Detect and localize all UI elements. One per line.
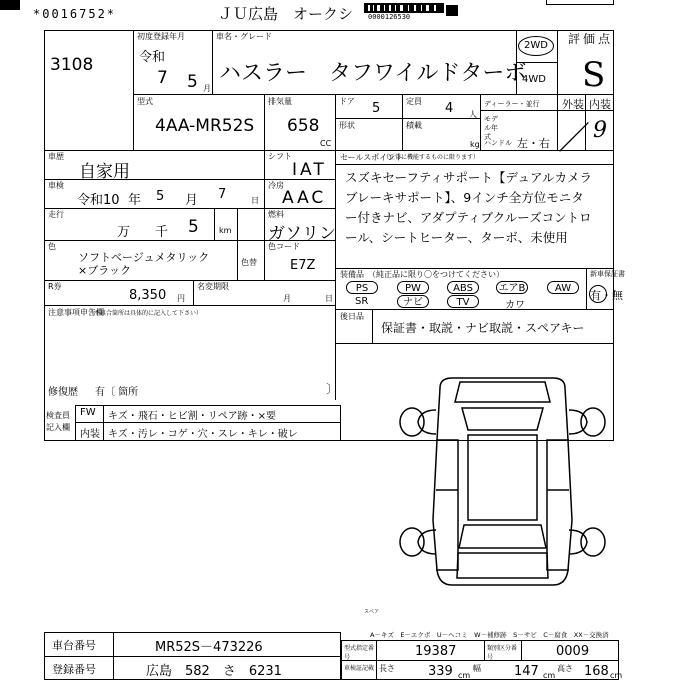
repair-value: 有〔 箇所: [95, 387, 139, 398]
cert-label: 型式指定番号: [344, 645, 375, 661]
model-value: 4AA-MR52S: [155, 116, 255, 136]
drive-2wd: [518, 36, 554, 56]
length-label: 長さ: [379, 664, 395, 673]
registration-label: 初度登録年月: [137, 32, 185, 41]
header-stamp-digits: 0000126530: [368, 13, 411, 21]
header-venue: ＪＵ広島 オークシ: [218, 5, 354, 23]
drive-2wd-label: 2WD: [524, 40, 548, 51]
class-value: 0009: [556, 644, 590, 659]
name-change-day: 日: [325, 294, 333, 303]
right-side-doors: [547, 440, 569, 570]
equip-ps: PS: [346, 281, 378, 294]
displacement-value: 658: [287, 116, 320, 136]
wheel-front-right: [581, 408, 605, 436]
inspection-year-unit: 年: [128, 193, 142, 208]
damage-legend: A－キズ E－エクボ U－ヘコミ W－補修跡 S－サビ C－腐食 XX－交換済: [370, 631, 609, 639]
header-black-block: [0, 0, 20, 10]
model-label: 型式: [137, 97, 153, 106]
equip-pw: PW: [397, 281, 429, 294]
sales-point-line: スズキセーフティサポート【デュアルカメラ: [345, 170, 593, 185]
car-name-value: ハスラー タフワイルドターボ: [219, 61, 527, 86]
inspector-label-2: 記入欄: [46, 423, 70, 432]
registration-month-unit: 月: [203, 84, 211, 93]
usage-label: 車歴: [48, 152, 64, 161]
fuel-label: 燃料: [268, 210, 284, 219]
inspection-day-unit: 日: [251, 196, 259, 205]
length-unit: cm: [458, 671, 471, 680]
sales-point-line: ール、シートヒーター、ターボ、未使用: [345, 230, 568, 245]
car-rear-window: [459, 525, 546, 548]
doors-label: ドア: [339, 97, 355, 106]
equip-airbag: エアB: [496, 281, 528, 294]
mileage-label: 走行: [48, 210, 64, 219]
mileage-unit: km: [219, 226, 232, 235]
height-unit: cm: [610, 671, 623, 680]
equip-leather: カワ: [505, 300, 525, 311]
fuel-value: ガソリン: [268, 224, 336, 244]
accessories-label: 後日品: [340, 312, 364, 321]
recycle-value: 8,350: [129, 288, 167, 303]
length-value: 339: [428, 664, 453, 679]
class-label: 類別区分番号: [487, 645, 518, 661]
sales-point-label: セールスポイント: [340, 153, 404, 162]
car-trunk: [457, 553, 548, 578]
exterior-grade-value: ／: [558, 119, 591, 157]
reg-value: 広島 582 さ 6231: [146, 664, 282, 679]
registration-year: 7: [157, 68, 168, 88]
interior-text: キズ・汚レ・コゲ・穴・スレ・キレ・破レ: [108, 429, 298, 440]
inspection-month-unit: 月: [185, 193, 199, 208]
model-year-label: モデル年式: [484, 115, 498, 141]
shift-label: シフト: [268, 152, 292, 161]
repair-label: 修復歴: [48, 387, 78, 398]
warranty-label: 新車保証書: [590, 270, 625, 278]
inspection-era: 令和10: [77, 193, 120, 208]
load-label: 積載: [406, 121, 422, 130]
interior-label: 内装: [80, 429, 100, 440]
wheel-front-left: [400, 408, 424, 436]
header-serial: *0016752*: [33, 7, 117, 21]
interior-grade-label: 内装: [589, 98, 611, 111]
shift-value: IAT: [292, 160, 327, 180]
name-change-label: 名変期限: [197, 282, 229, 291]
load-unit: kg: [470, 140, 480, 149]
notes-sub: （不具合箇所は具体的に記入して下さい）: [88, 310, 203, 317]
score-label: 評価点: [568, 32, 614, 46]
color-value-line2: ×ブラック: [78, 264, 131, 277]
equip-abs: ABS: [447, 281, 479, 294]
recycle-label: R券: [48, 282, 62, 291]
mileage-value: 5: [188, 217, 199, 237]
registration-era: 令和: [139, 50, 166, 65]
inspector-label-1: 検査員: [46, 411, 70, 420]
shape-label: 形状: [339, 121, 355, 130]
handle-value: 左・右: [517, 137, 550, 150]
wheel-rear-left: [400, 528, 424, 556]
recycle-unit: 円: [177, 294, 185, 303]
lot-number: 3108: [50, 55, 94, 75]
chassis-value: MR52S－473226: [155, 640, 263, 655]
usage-value: 自家用: [79, 162, 130, 182]
sales-point-sub: （正常に機能するものに限ります）: [383, 154, 480, 161]
header-black-mark: [446, 5, 458, 16]
interior-grade-value: 9: [593, 118, 607, 143]
aircon-value: AAC: [282, 188, 327, 208]
equipment-sub: （純正品に限り〇をつけてください）: [368, 270, 504, 279]
aircon-label: 冷房: [268, 181, 284, 190]
doors-value: 5: [372, 101, 381, 116]
sales-point-line: ー付きナビ、アダプティブクルーズコントロ: [345, 210, 592, 225]
cert-value: 19387: [415, 644, 457, 659]
equip-aw: AW: [547, 281, 579, 294]
inspection-month: 5: [156, 189, 165, 204]
sales-point-line: ブレーキサポート】、9インチ全方位モニタ: [345, 190, 584, 205]
capacity-value: 4: [445, 101, 454, 116]
displacement-unit: CC: [320, 139, 332, 148]
wheel-rear-right: [581, 528, 605, 556]
width-value: 147: [514, 664, 539, 679]
drive-4wd: 4WD: [522, 74, 546, 85]
fw-label: FW: [80, 407, 96, 418]
equip-sr: SR: [355, 296, 369, 307]
equip-navi: ナビ: [397, 295, 429, 308]
registration-month: 5: [187, 72, 198, 92]
color-swatch-label: 色替: [241, 258, 257, 267]
sales-point-lines: [345, 168, 592, 248]
accessories-value: 保証書・取説・ナビ取説・スペアキー: [381, 321, 585, 335]
color-label: 色: [48, 242, 56, 251]
width-unit: cm: [543, 671, 556, 680]
car-diagram: [390, 370, 615, 620]
inspection-label: 車検: [48, 181, 64, 190]
dims-label: 車検証記載: [344, 665, 375, 672]
notes-label: 注意事項申告欄: [48, 308, 104, 317]
chassis-label: 車台番号: [52, 639, 96, 652]
capacity-label: 定員: [406, 97, 422, 106]
car-name-label: 車名・グレード: [216, 32, 272, 41]
inspection-day: 7: [218, 187, 227, 202]
height-label: 高さ: [557, 664, 573, 673]
car-windshield: [462, 408, 543, 430]
capacity-unit: 人: [469, 110, 477, 119]
reg-label: 登録番号: [52, 663, 96, 676]
color-code: E7Z: [290, 258, 316, 273]
fw-text: キズ・飛石・ヒビ割・リペア跡・×要: [108, 411, 276, 422]
mileage-sen: 千: [155, 225, 169, 240]
warranty-circle: [589, 285, 607, 303]
name-change-month: 月: [283, 294, 291, 303]
warranty-value: 有・無: [590, 289, 623, 302]
displacement-label: 排気量: [268, 97, 292, 106]
score-value: S: [582, 55, 606, 95]
handle-label: ハンドル: [484, 139, 512, 147]
equipment-label: 装備品: [340, 270, 364, 279]
repair-bracket: 〕: [326, 382, 339, 396]
spare-label: スペア: [364, 609, 380, 615]
color-code-label: 色コード: [268, 242, 300, 251]
exterior-grade-label: 外装: [562, 98, 584, 111]
car-roof: [468, 435, 537, 520]
mileage-man: 万: [117, 225, 131, 240]
left-side-doors: [436, 440, 458, 570]
width-label: 幅: [473, 664, 481, 673]
car-hood: [455, 382, 550, 402]
color-value-line1: ソフトベージュメタリック: [78, 251, 210, 264]
equip-tv: TV: [447, 295, 479, 308]
dealer-label: ディーラー・並行: [484, 100, 540, 108]
header-corner-box: [546, 0, 614, 5]
height-value: 168: [584, 664, 609, 679]
car-body-outline: [433, 378, 572, 585]
